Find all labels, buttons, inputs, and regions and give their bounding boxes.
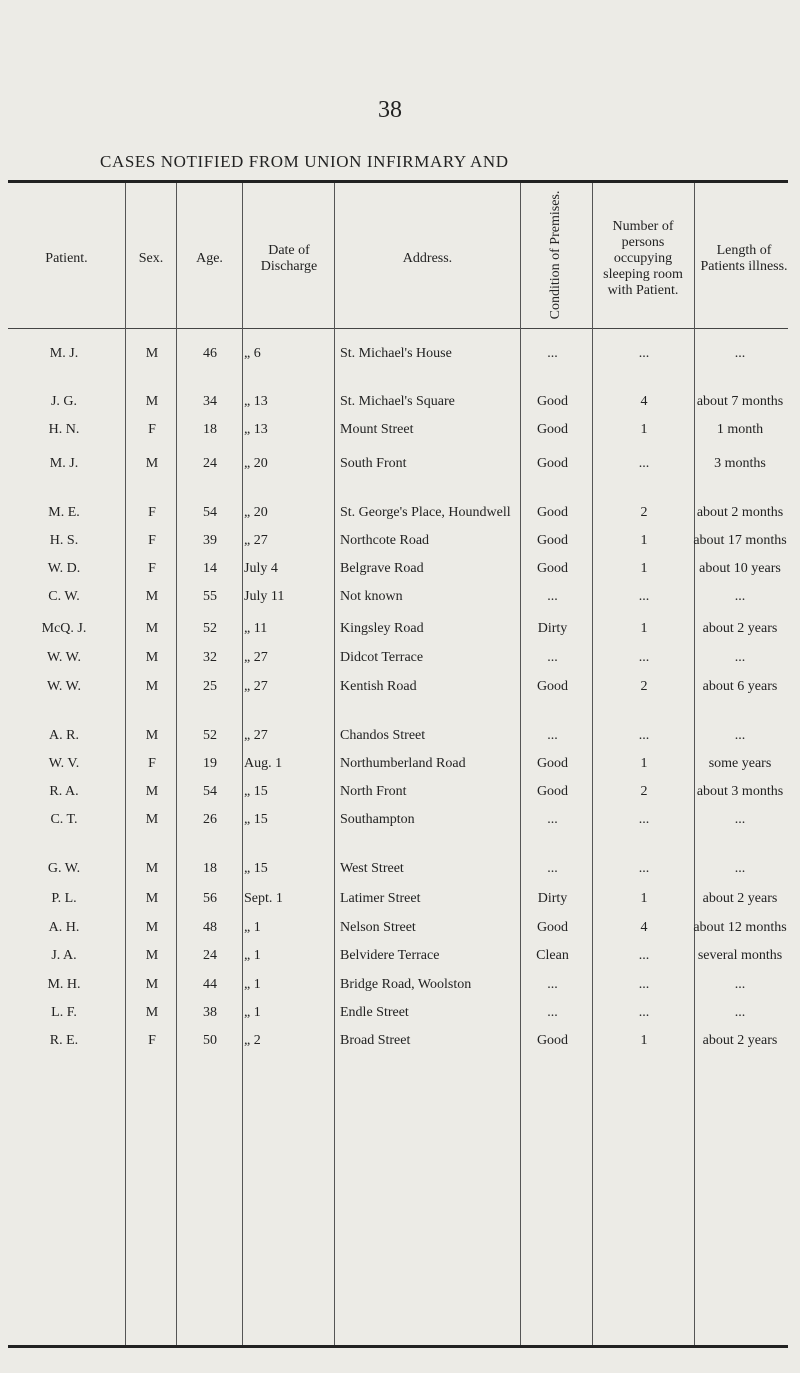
cell-patient: M. J. [49,346,79,361]
cell-persons: 1 [640,756,648,771]
column-divider [242,183,243,1345]
cell-age: 24 [203,456,217,471]
cell-address: St. George's Place, Houndwell [340,505,511,520]
cell-age: 18 [203,422,217,437]
cell-sex: M [145,679,159,694]
cell-address: Chandos Street [340,728,426,743]
page-heading: CASES NOTIFIED FROM UNION INFIRMARY AND [100,152,509,171]
cell-patient: W. W. [46,650,82,665]
cell-date: „ 2 [244,1033,261,1048]
cell-length: about 10 years [699,561,781,576]
header-persons-in-room: Number of persons occupying sleeping room with Patient. [603,219,683,298]
cell-condition: Good [536,394,569,409]
cell-length: ... [734,812,746,827]
cell-age: 25 [203,679,217,694]
cell-date: July 11 [244,589,285,604]
cell-patient: H. S. [49,533,79,548]
cell-date: „ 1 [244,920,261,935]
cell-sex: M [145,346,159,361]
header-address: Address. [402,251,453,266]
cell-length: ... [734,650,746,665]
header-patient: Patient. [45,251,88,266]
cell-persons: ... [638,812,650,827]
cell-address: North Front [340,784,407,799]
cell-age: 14 [203,561,217,576]
cell-date: „ 1 [244,977,261,992]
cell-age: 34 [203,394,217,409]
cell-patient: P. L. [51,891,77,906]
cell-date: „ 11 [244,621,268,636]
cell-length: ... [734,1005,746,1020]
cell-patient: G. W. [47,861,81,876]
cell-address: Belvidere Terrace [340,948,440,963]
cell-length: several months [697,948,783,963]
cell-condition: ... [547,728,558,743]
cell-sex: M [145,861,159,876]
cell-condition: Good [536,756,569,771]
header-length-of-illness: Length of Patients illness. [700,243,788,274]
cell-age: 52 [203,621,217,636]
cell-condition: ... [547,977,558,992]
header-date-of-discharge: Date of Discharge [260,243,318,274]
cell-patient: M. J. [49,456,79,471]
cell-address: Southampton [340,812,415,827]
cell-address: Endle Street [340,1005,409,1020]
cell-length: ... [734,589,746,604]
cell-length: about 3 months [696,784,784,799]
cell-address: Nelson Street [340,920,416,935]
cell-age: 32 [203,650,217,665]
cell-age: 50 [203,1033,217,1048]
cell-condition: ... [547,812,558,827]
cell-patient: R. A. [49,784,79,799]
cell-sex: F [148,505,156,520]
cell-date: Aug. 1 [244,756,283,771]
cell-sex: M [145,920,159,935]
header-age: Age. [196,251,223,266]
column-divider [334,183,335,1345]
cell-patient: M. H. [47,977,81,992]
cell-length: about 2 years [702,1033,778,1048]
cell-date: „ 27 [244,650,268,665]
cell-patient: C. T. [50,812,78,827]
cell-date: „ 27 [244,728,268,743]
cell-condition: Good [536,1033,569,1048]
cell-condition: ... [547,861,558,876]
cell-persons: 1 [640,1033,648,1048]
cell-age: 44 [203,977,217,992]
cell-condition: Good [536,561,569,576]
cell-address: Latimer Street [340,891,421,906]
cell-date: „ 27 [244,533,268,548]
cell-date: July 4 [244,561,278,576]
cell-condition: ... [547,589,558,604]
cell-persons: ... [638,977,650,992]
cell-sex: F [148,422,156,437]
cell-length: about 6 years [702,679,778,694]
cell-persons: 2 [640,505,648,520]
cell-date: „ 15 [244,812,268,827]
cell-address: Didcot Terrace [340,650,424,665]
cell-date: „ 15 [244,861,268,876]
cell-age: 55 [203,589,217,604]
cell-age: 26 [203,812,217,827]
cell-age: 18 [203,861,217,876]
cell-condition: Good [536,505,569,520]
cell-persons: ... [638,1005,650,1020]
cell-patient: A. R. [49,728,79,743]
cell-address: Broad Street [340,1033,411,1048]
cell-address: West Street [340,861,404,876]
cell-date: „ 20 [244,456,268,471]
cell-sex: M [145,650,159,665]
cell-age: 39 [203,533,217,548]
cell-condition: Good [536,920,569,935]
cell-patient: W. V. [48,756,80,771]
header-condition: Condition of Premises. [548,190,563,320]
cell-patient: C. W. [48,589,80,604]
cell-age: 54 [203,784,217,799]
column-divider [176,183,177,1345]
cell-address: Kentish Road [340,679,417,694]
cell-date: „ 1 [244,948,261,963]
cell-sex: M [145,621,159,636]
cell-sex: M [145,1005,159,1020]
cell-sex: M [145,977,159,992]
cell-sex: M [145,589,159,604]
cell-sex: M [145,812,159,827]
cell-persons: 4 [640,920,648,935]
cell-patient: J. G. [50,394,78,409]
cell-age: 48 [203,920,217,935]
cell-length: about 2 years [702,621,778,636]
cell-sex: F [148,561,156,576]
page-number: 38 [378,97,402,123]
cell-sex: M [145,891,159,906]
cell-sex: F [148,1033,156,1048]
cell-length: about 2 years [702,891,778,906]
cell-patient: McQ. J. [41,621,87,636]
cell-age: 54 [203,505,217,520]
cell-date: „ 13 [244,394,268,409]
cell-persons: 1 [640,533,648,548]
cell-date: „ 15 [244,784,268,799]
cell-persons: 1 [640,891,648,906]
cell-patient: L. F. [51,1005,77,1020]
cell-address: South Front [340,456,407,471]
cell-sex: M [145,394,159,409]
header-sex: Sex. [138,251,164,266]
cell-length: 3 months [714,456,766,471]
cell-length: about 12 months [693,920,787,935]
cell-address: Not known [340,589,403,604]
cell-condition: Good [536,456,569,471]
cell-persons: 4 [640,394,648,409]
cell-age: 56 [203,891,217,906]
cell-persons: ... [638,346,650,361]
cell-age: 19 [203,756,217,771]
cell-persons: 1 [640,621,648,636]
cell-date: Sept. 1 [244,891,283,906]
cell-persons: 2 [640,784,648,799]
cell-date: „ 1 [244,1005,261,1020]
cell-length: ... [734,728,746,743]
cell-length: about 2 months [696,505,784,520]
cell-address: Northumberland Road [340,756,466,771]
cell-length: ... [734,346,746,361]
cell-condition: ... [547,650,558,665]
cell-address: St. Michael's Square [340,394,455,409]
cell-condition: Good [536,784,569,799]
cell-length: about 17 months [693,533,787,548]
cell-age: 52 [203,728,217,743]
cell-age: 24 [203,948,217,963]
cell-sex: M [145,784,159,799]
cell-address: St. Michael's House [340,346,452,361]
cell-date: „ 20 [244,505,268,520]
cell-date: „ 13 [244,422,268,437]
cell-length: some years [708,756,772,771]
table-bottom-rule [8,1345,788,1348]
cell-condition: Good [536,679,569,694]
cell-sex: F [148,533,156,548]
cell-persons: ... [638,861,650,876]
cell-address: Bridge Road, Woolston [340,977,472,992]
cell-patient: W. W. [46,679,82,694]
cell-length: about 7 months [696,394,784,409]
cell-address: Mount Street [340,422,414,437]
cell-persons: 1 [640,561,648,576]
cell-length: 1 month [716,422,764,437]
cell-condition: ... [547,1005,558,1020]
cell-date: „ 6 [244,346,261,361]
cell-age: 38 [203,1005,217,1020]
cell-address: Northcote Road [340,533,430,548]
cell-length: ... [734,977,746,992]
cell-persons: ... [638,589,650,604]
cell-sex: M [145,948,159,963]
cell-persons: ... [638,650,650,665]
cell-condition: Clean [536,948,569,963]
cell-patient: H. N. [48,422,80,437]
cell-persons: 1 [640,422,648,437]
cell-condition: ... [547,346,558,361]
cell-patient: J. A. [51,948,77,963]
cell-sex: M [145,728,159,743]
cell-persons: ... [638,728,650,743]
cell-patient: R. E. [49,1033,79,1048]
cell-persons: 2 [640,679,648,694]
column-divider [125,183,126,1345]
cell-condition: Good [536,533,569,548]
cell-length: ... [734,861,746,876]
cell-sex: F [148,756,156,771]
cell-patient: M. E. [48,505,80,520]
cell-patient: W. D. [47,561,81,576]
cell-condition: Dirty [537,621,568,636]
cell-date: „ 27 [244,679,268,694]
cell-address: Kingsley Road [340,621,424,636]
cell-sex: M [145,456,159,471]
cell-condition: Dirty [537,891,568,906]
cell-condition: Good [536,422,569,437]
cell-address: Belgrave Road [340,561,424,576]
cell-age: 46 [203,346,217,361]
cell-persons: ... [638,456,650,471]
cell-patient: A. H. [48,920,80,935]
cell-persons: ... [638,948,650,963]
